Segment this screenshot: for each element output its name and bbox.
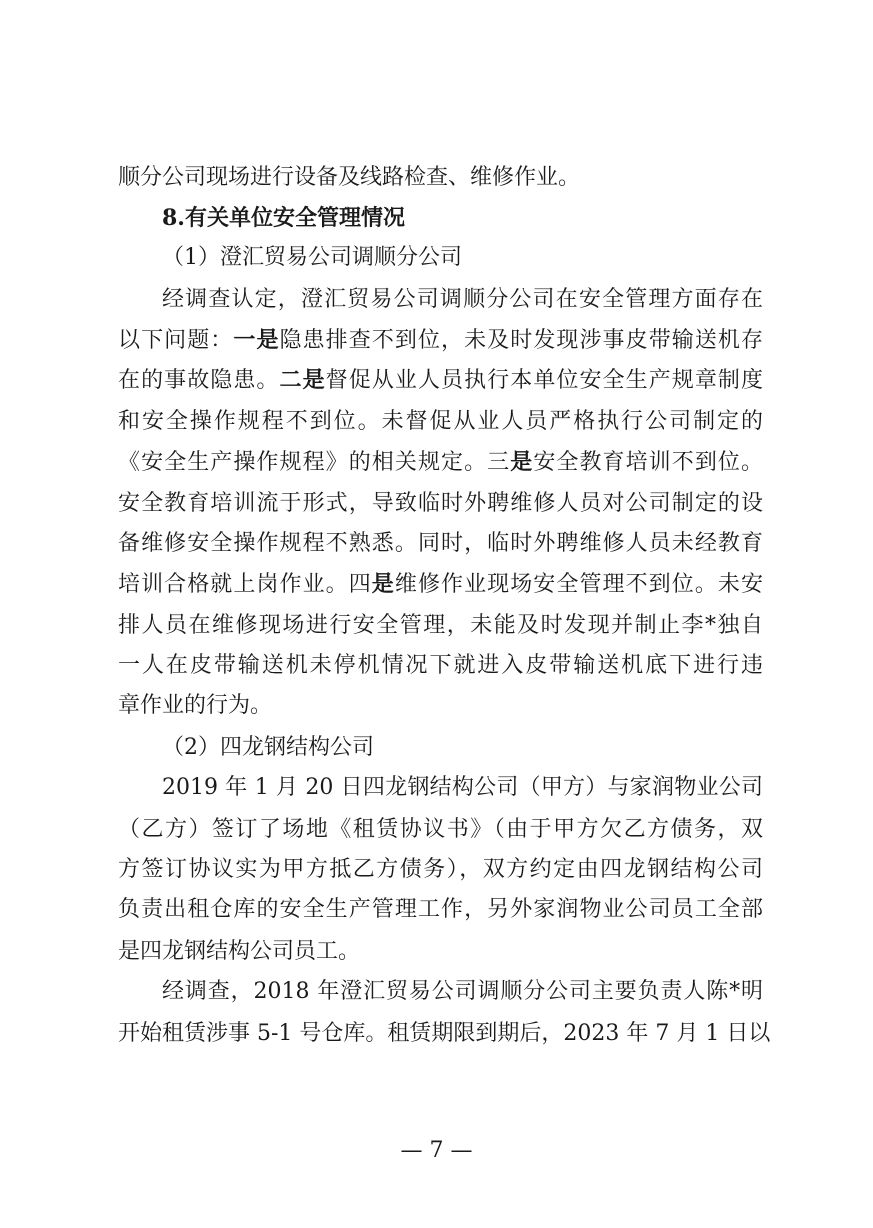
text-run: 以下问题： (118, 328, 234, 353)
paragraph-line: 是四龙钢结构公司员工。 (118, 939, 361, 964)
paragraph-line (118, 365, 763, 396)
paragraph-line: 一人在皮带输送机未停机情况下就进入皮带输送机底下进行违 (118, 653, 763, 678)
paragraph-line: 经调查认定，澄汇贸易公司调顺分公司在安全管理方面存在 (162, 287, 763, 312)
paragraph-line: 章作业的行为。 (118, 693, 273, 718)
paragraph-line: 备维修安全操作规程不熟悉。同时，临时外聘维修人员未经教育 (118, 531, 763, 556)
paragraph-line: 排人员在维修现场进行安全管理，未能及时发现并制止李*独自 (118, 613, 763, 638)
section-heading: 8.有关单位安全管理情况 (162, 205, 405, 231)
text-run: 《安全生产操作规程》的相关规定。三 (118, 450, 511, 475)
text-run: 培训合格就上岗作业。四 (118, 572, 372, 597)
emphasis-label: 是 (371, 571, 395, 597)
text-run: 隐患排查不到位，未及时发现涉事皮带输送机存 (279, 328, 763, 353)
emphasis-label: 是 (510, 449, 534, 475)
paragraph-line: 方签订协议实为甲方抵乙方债务），双方约定由四龙钢结构公司 (118, 857, 763, 882)
paragraph-line: 安全教育培训流于形式，导致临时外聘维修人员对公司制定的设 (118, 491, 763, 516)
paragraph-continuation: 顺分公司现场进行设备及线路检查、维修作业。 (118, 165, 581, 190)
page-number: — 7 — (400, 1138, 473, 1163)
text-run: 维修作业现场安全管理不到位。未安 (394, 572, 763, 597)
paragraph-line: （乙方）签订了场地《租赁协议书》（由于甲方欠乙方债务，双 (118, 817, 763, 842)
text-run: 在的事故隐患。 (118, 368, 280, 393)
paragraph-line: 经调查，2018 年澄汇贸易公司调顺分公司主要负责人陈*明 (162, 979, 763, 1004)
subsection-heading: （1）澄汇贸易公司调顺分公司 (162, 245, 462, 270)
paragraph-line: 负责出租仓库的安全生产管理工作，另外家润物业公司员工全部 (118, 897, 763, 922)
text-run: 督促从业人员执行本单位安全生产规章制度 (325, 368, 763, 393)
text-run: 安全教育培训不到位。 (533, 450, 763, 475)
paragraph-line: 2019 年 1 月 20 日四龙钢结构公司（甲方）与家润物业公司 (162, 775, 763, 800)
paragraph-line (118, 569, 763, 600)
paragraph-line (118, 325, 763, 356)
subsection-heading: （2）四龙钢结构公司 (162, 735, 374, 760)
paragraph-line: 和安全操作规程不到位。未督促从业人员严格执行公司制定的 (118, 409, 763, 434)
paragraph-line: 开始租赁涉事 5-1 号仓库。租赁期限到期后，2023 年 7 月 1 日以 (118, 1021, 771, 1046)
emphasis-label: 二是 (279, 367, 326, 393)
paragraph-line (118, 447, 763, 478)
emphasis-label: 一是 (233, 327, 280, 353)
